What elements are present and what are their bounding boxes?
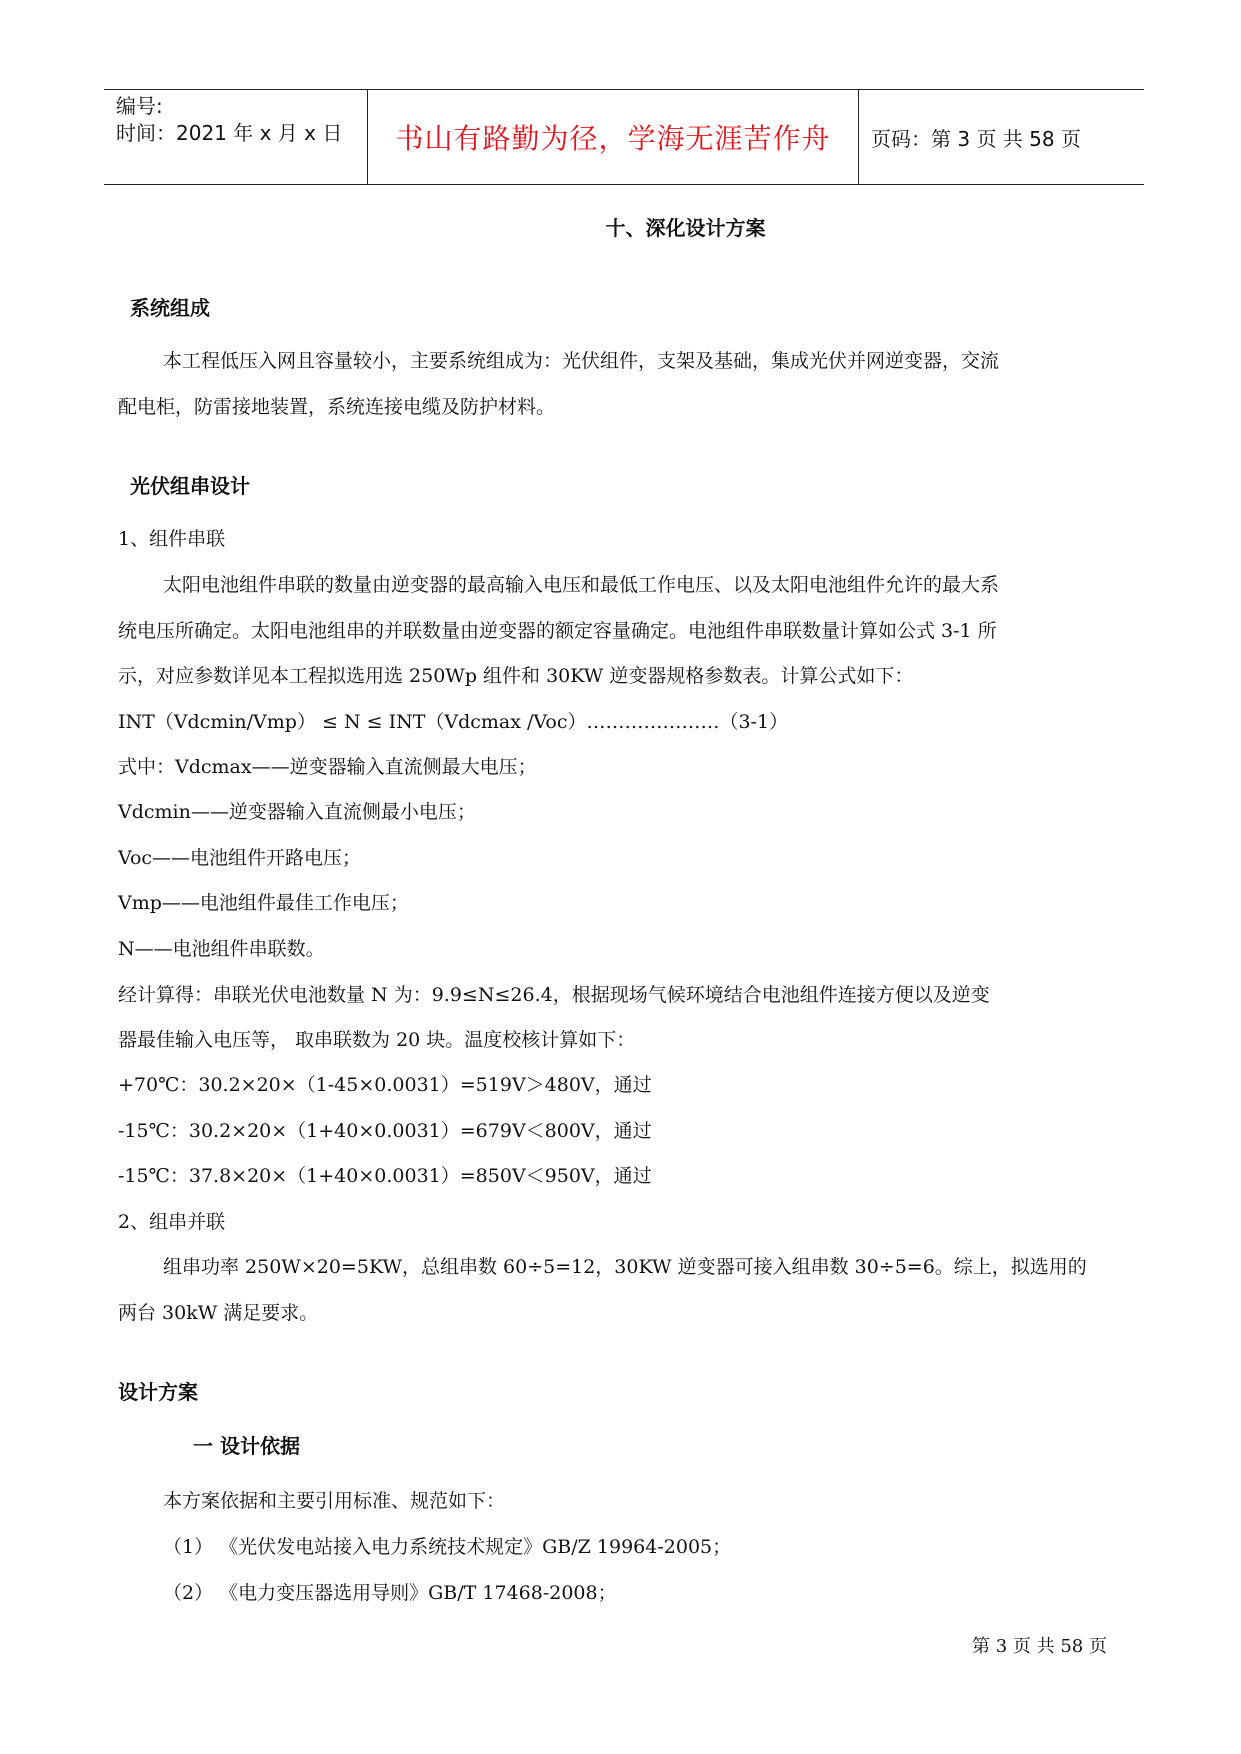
text-line: Vdcmin——逆变器输入直流侧最小电压； [118,801,476,823]
number-label: 编号: [116,94,163,118]
text-line: 示，对应参数详见本工程拟选用选 250Wp 组件和 30KW 逆变器规格参数表。计算公式如下： [118,665,914,687]
text-line: 器最佳输入电压等， 取串联数为 20 块。温度校核计算如下： [118,1029,636,1051]
motto: 书山有路勤为径，学海无涯苦作舟 [368,90,859,184]
text-line: 本工程低压入网且容量较小，主要系统组成为：光伏组件，支架及基础，集成光伏并网逆变器，交流 [163,350,1000,372]
text-line: 2、组串并联 [118,1211,226,1233]
header-left-cell [104,90,368,184]
text-line: 经计算得：串联光伏电池数量 N 为：9.9≤N≤26.4，根据现场气候环境结合电池组件连接方便以及逆变 [118,984,990,1006]
text-line: 式中：Vdcmax——逆变器输入直流侧最大电压； [118,756,537,778]
text-line: 配电柜，防雷接地装置，系统连接电缆及防护材料。 [118,396,556,418]
text-line: 本方案依据和主要引用标准、规范如下： [163,1490,506,1512]
text-line: N——电池组件串联数。 [118,938,325,960]
text-line: +70℃：30.2×20×（1-45×0.0031）=519V＞480V，通过 [118,1074,652,1096]
text-line: Vmp——电池组件最佳工作电压； [118,892,409,914]
header-table [104,89,1144,185]
text-line: 1、组件串联 [118,528,226,550]
section-design-basis: 一 设计依据 [193,1434,300,1458]
page-footer: 第 3 页 共 58 页 [972,1636,1107,1657]
formula-line: INT（Vdcmin/Vmp） ≤ N ≤ INT（Vdcmax /Voc）…………………（3-1） [118,711,789,733]
section-string-design: 光伏组串设计 [130,474,250,498]
text-line: 组串功率 250W×20=5KW，总组串数 60÷5=12，30KW 逆变器可接入组串数 30÷5=6。综上，拟选用的 [163,1256,1087,1278]
reference-item: （2） 《电力变压器选用导则》GB/T 17468-2008； [163,1582,617,1604]
text-line: 太阳电池组件串联的数量由逆变器的最高输入电压和最低工作电压、以及太阳电池组件允许的最大系 [163,574,1000,596]
text-line: 统电压所确定。太阳电池组串的并联数量由逆变器的额定容量确定。电池组件串联数量计算如公式 3-1 所 [118,620,997,642]
page-code: 页码：第 3 页 共 58 页 [871,126,1081,151]
text-line: Voc——电池组件开路电压； [118,847,362,869]
section-design-plan: 设计方案 [118,1380,198,1404]
time-label: 时间：2021 年 x 月 x 日 [116,121,343,145]
text-line: -15℃：30.2×20×（1+40×0.0031）=679V＜800V，通过 [118,1120,652,1142]
section-system: 系统组成 [130,296,210,320]
reference-item: （1） 《光伏发电站接入电力系统技术规定》GB/Z 19964-2005； [163,1536,732,1558]
page-title: 十、深化设计方案 [605,216,766,240]
text-line: -15℃：37.8×20×（1+40×0.0031）=850V＜950V，通过 [118,1165,652,1187]
text-line: 两台 30kW 满足要求。 [118,1302,319,1324]
